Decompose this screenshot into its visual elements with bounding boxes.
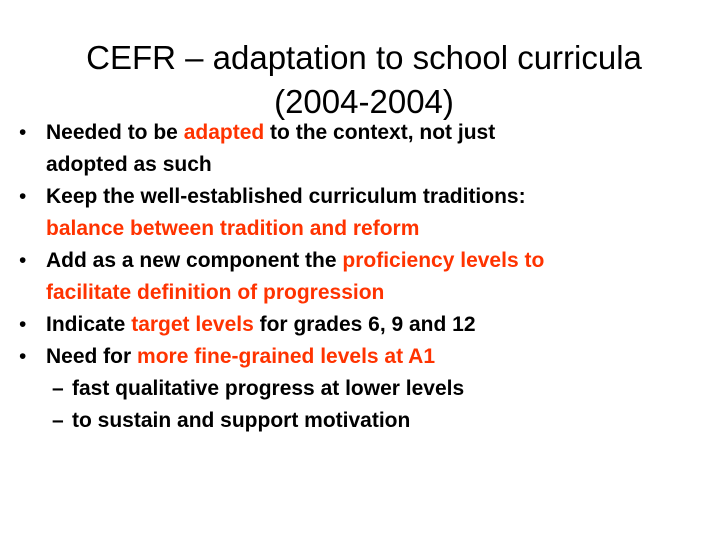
bullet-item-adapted [0,117,720,181]
bullet-text: Indicate [46,313,132,336]
highlight-text: adapted [183,121,265,144]
highlight-text: proficiency levels to [342,249,545,272]
bullet-icon: • [19,121,27,144]
bullet-item-traditions [0,181,720,245]
bullet-text-line: adopted as such [46,153,212,176]
dash-icon: – [52,409,64,432]
slide-title-line-1: CEFR – adaptation to school curricula [86,39,642,77]
bullet-text: for grades 6, 9 and 12 [253,313,476,336]
sub-item-progress [0,373,720,405]
bullet-text-line [46,341,720,373]
bullet-text-line [46,117,720,149]
sub-item-motivation [0,405,720,437]
highlight-text: balance between tradition and reform [46,217,420,240]
highlight-text: facilitate definition of progression [46,281,385,304]
bullet-text-line: Keep the well-established curriculum traditions: [46,185,526,208]
bullet-icon: • [19,185,27,208]
bullet-item-target-levels [0,309,720,341]
bullet-icon: • [19,345,27,368]
bullet-text: Add as a new component the [46,249,343,272]
slide-title-line-2: (2004-2004) [274,83,454,121]
bullet-text: Needed to be [46,121,184,144]
bullet-text: Need for [46,345,138,368]
bullet-icon: • [19,313,27,336]
highlight-text: target levels [131,313,254,336]
highlight-text: more fine-grained levels at A1 [137,345,436,368]
bullet-item-fine-grained [0,341,720,373]
bullet-item-proficiency [0,245,720,309]
sub-item-text: fast qualitative progress at lower levels [72,377,465,400]
sub-item-text: to sustain and support motivation [72,409,411,432]
dash-icon: – [52,377,64,400]
bullet-text-line [46,245,720,277]
bullet-text: to the context, not just [264,121,496,144]
slide-title [0,36,720,124]
bullet-text-line [46,309,720,341]
bullet-icon: • [19,249,27,272]
bullet-list [0,117,720,437]
